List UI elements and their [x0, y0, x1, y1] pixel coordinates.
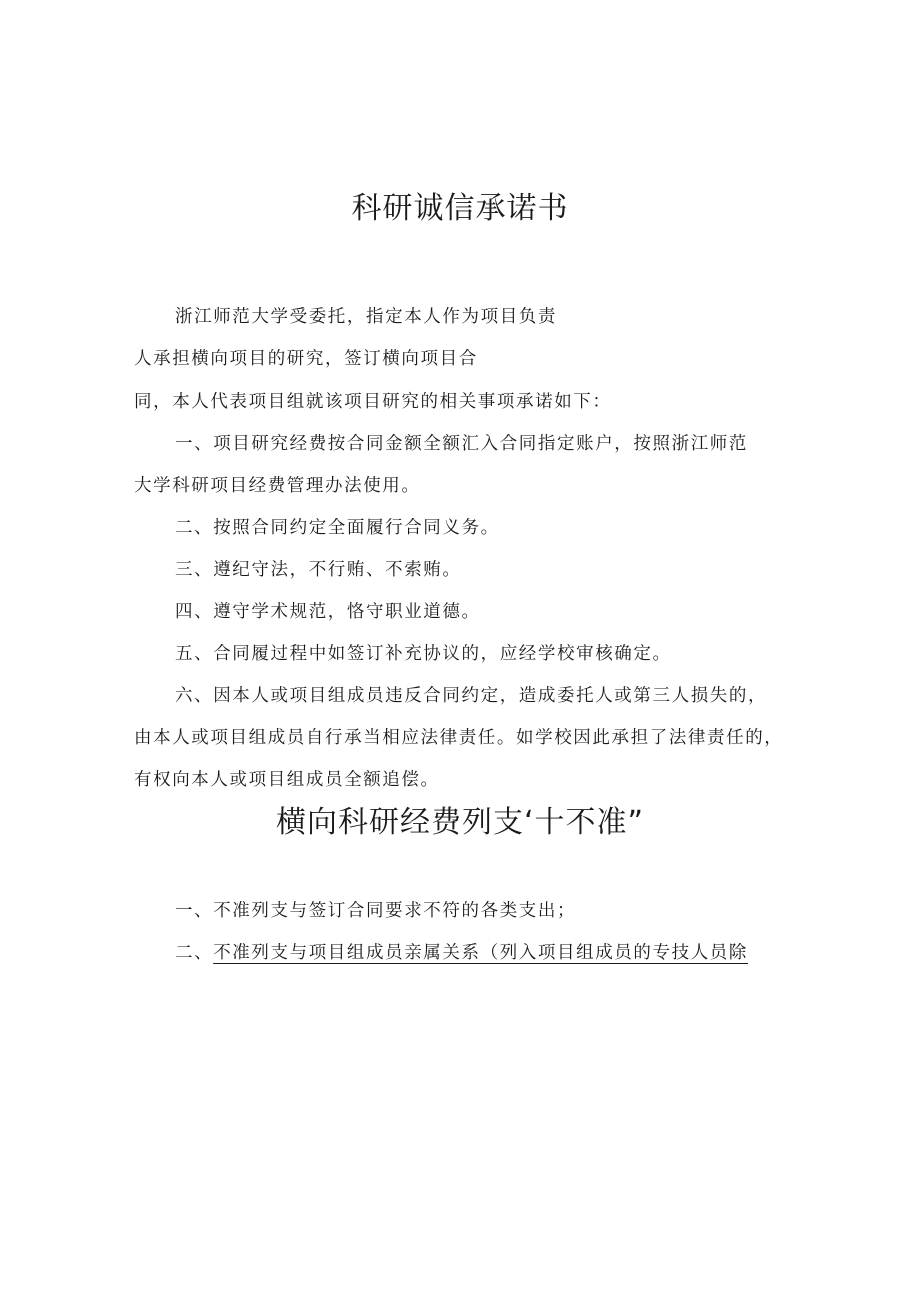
item-6-line-1: 六、因本人或项目组成员违反合同约定，造成委托人或第三人损失的， — [175, 686, 768, 706]
rule-1: 一、不准列支与签订合同要求不符的各类支出； — [175, 901, 577, 921]
rule-2-text: 不准列支与项目组成员亲属关系（列入项目组成员的专技人员除 — [213, 943, 749, 963]
intro-line-1: 浙江师范大学受委托，指定本人作为项目负责 — [175, 307, 557, 327]
item-3: 三、遵纪守法，不行贿、不索贿。 — [175, 560, 462, 580]
item-6-line-2: 由本人或项目组成员自行承当相应法律责任。如学校因此承担了法律责任的， — [134, 728, 784, 748]
item-6-line-3: 有权向本人或项目组成员全额追偿。 — [134, 770, 440, 790]
item-1-line-2: 大学科研项目经费管理办法使用。 — [134, 476, 421, 496]
item-1-line-1: 一、项目研究经费按合同金额全额汇入合同指定账户，按照浙江师范 — [175, 434, 748, 454]
commitment-title: 科研诚信承诺书 — [351, 191, 569, 226]
rules-title: 横向科研经费列支‘十不准” — [275, 805, 645, 840]
rule-2 — [175, 939, 748, 964]
item-5: 五、合同履过程中如签订补充协议的，应经学校审核确定。 — [175, 644, 672, 664]
intro-line-3: 同，本人代表项目组就该项目研究的相关事项承诺如下： — [134, 392, 612, 412]
item-4: 四、遵守学术规范，恪守职业道德。 — [175, 602, 481, 622]
rule-2-prefix: 二、 — [175, 943, 214, 963]
item-2: 二、按照合同约定全面履行合同义务。 — [175, 518, 500, 538]
intro-line-2: 人承担横向项目的研究，签订横向项目合 — [134, 349, 478, 369]
